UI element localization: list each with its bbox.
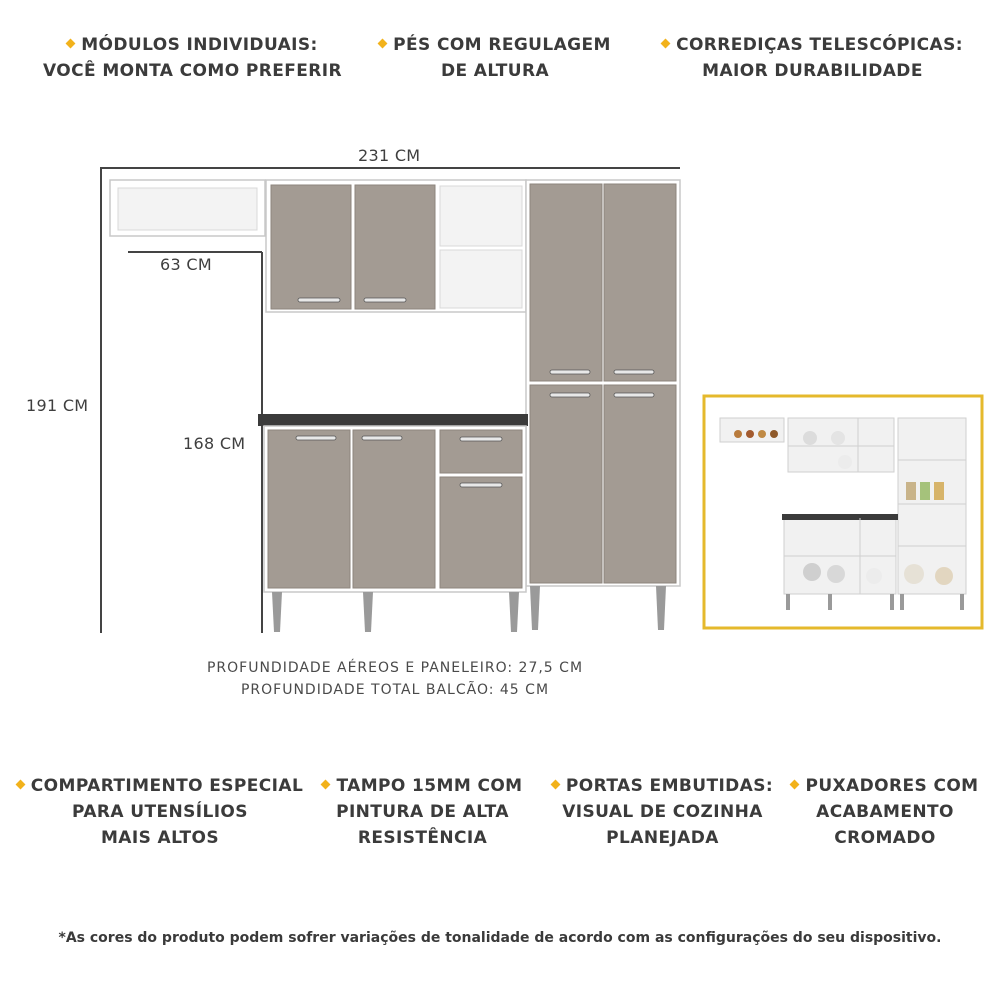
- adjustable-foot-icon: [530, 586, 540, 630]
- feature-text: VOCÊ MONTA COMO PREFERIR: [43, 61, 342, 81]
- upper-door: [355, 185, 435, 309]
- total-width-label: 231 CM: [358, 146, 421, 165]
- diamond-bullet-icon: [15, 780, 25, 790]
- countertop: [258, 414, 528, 426]
- feature-text: MAIOR DURABILIDADE: [702, 61, 923, 81]
- chrome-handle-icon: [550, 370, 590, 374]
- diamond-bullet-icon: [550, 780, 560, 790]
- adjustable-foot-icon: [272, 592, 282, 632]
- total-height-label: 191 CM: [26, 396, 89, 415]
- drawer-front: [440, 430, 522, 473]
- base-cabinet: [258, 414, 528, 632]
- upper-door: [271, 185, 351, 309]
- tall-pantry: [526, 180, 680, 630]
- diamond-bullet-icon: [321, 780, 331, 790]
- feature-text: MÓDULOS INDIVIDUAIS:: [81, 35, 318, 55]
- base-door: [440, 477, 522, 588]
- feature-text: DE ALTURA: [440, 61, 550, 81]
- feature-text: PINTURA DE ALTA: [336, 802, 509, 822]
- feature-text: TAMPO 15MM COM: [336, 776, 523, 796]
- pantry-door: [604, 385, 676, 583]
- feature-built-in-doors: [545, 773, 780, 851]
- feature-text: PARA UTENSÍLIOS: [72, 802, 248, 822]
- diamond-bullet-icon: [790, 780, 800, 790]
- adjustable-foot-icon: [363, 592, 373, 632]
- chrome-handle-icon: [364, 298, 406, 302]
- feature-text: CROMADO: [834, 828, 936, 848]
- open-shelf: [440, 186, 522, 246]
- feature-text: VISUAL DE COZINHA: [562, 802, 763, 822]
- feature-text: MAIS ALTOS: [100, 828, 220, 848]
- depth-note-counter: PROFUNDIDADE TOTAL BALCÃO: 45 CM: [240, 682, 550, 698]
- feature-text: PORTAS EMBUTIDAS:: [565, 776, 774, 796]
- feature-text: ACABAMENTO: [816, 802, 954, 822]
- adjustable-foot-icon: [656, 586, 666, 630]
- chrome-handle-icon: [296, 436, 336, 440]
- adjustable-foot-icon: [509, 592, 519, 632]
- open-kitchen-preview: [704, 396, 982, 628]
- pantry-door: [530, 385, 602, 583]
- chrome-handle-icon: [362, 436, 402, 440]
- feature-countertop: [310, 773, 535, 851]
- counter-height-label: 168 CM: [183, 434, 246, 453]
- feature-text: PLANEJADA: [606, 828, 719, 848]
- chrome-handle-icon: [614, 393, 654, 397]
- pantry-door: [530, 184, 602, 381]
- open-shelf: [440, 250, 522, 308]
- chrome-handle-icon: [550, 393, 590, 397]
- feature-text: CORREDIÇAS TELESCÓPICAS:: [676, 35, 963, 55]
- chrome-handle-icon: [298, 298, 340, 302]
- base-door: [353, 430, 435, 588]
- pantry-door: [604, 184, 676, 381]
- feature-text: RESISTÊNCIA: [357, 828, 488, 848]
- base-door: [268, 430, 350, 588]
- feature-tall-compartment: [15, 773, 305, 851]
- upper-cabinet: [266, 180, 526, 312]
- chrome-handle-icon: [460, 483, 502, 487]
- color-disclaimer: *As cores do produto podem sofrer variações de tonalidade de acordo com as configurações do seu dispositivo.: [58, 930, 942, 946]
- feature-text: COMPARTIMENTO ESPECIAL: [30, 776, 304, 796]
- upper-open-niche: [110, 180, 265, 236]
- feature-text: PUXADORES COM: [805, 776, 979, 796]
- feature-chrome-handles: [785, 773, 985, 851]
- chrome-handle-icon: [614, 370, 654, 374]
- feature-text: PÉS COM REGULAGEM: [393, 35, 611, 55]
- chrome-handle-icon: [460, 437, 502, 441]
- depth-note-upper: PROFUNDIDADE AÉREOS E PANELEIRO: 27,5 CM: [206, 660, 584, 676]
- upper-width-label: 63 CM: [160, 255, 212, 274]
